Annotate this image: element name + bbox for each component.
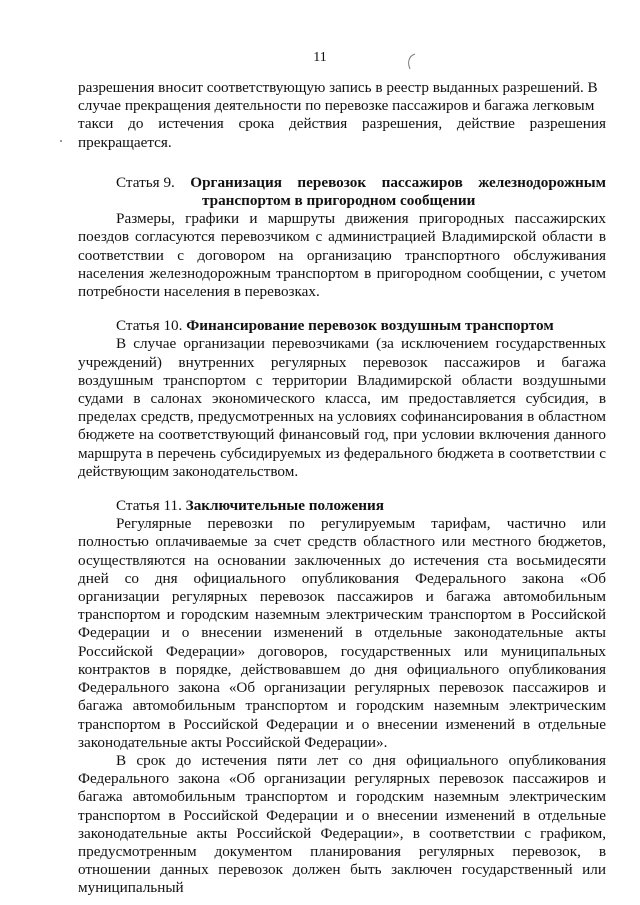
text-line: разрешения вносит соответствующую запись в реестр выданных разрешений. В xyxy=(78,79,598,96)
page-number: 11 xyxy=(313,50,327,65)
article-9-title-word: пассажиров xyxy=(381,173,463,191)
article-9-body: Размеры, графики и маршруты движения пригородных пассажирских поездов согласуются перевозчиком с администрацией Владимирской области в соответствии с договором на организацию транспортного обслуживания населения железнодорожным транспортом в пригородном сообщении, с учетом потребности населения в перевозках. xyxy=(78,210,606,301)
article-10-body: В случае организации перевозчиками (за исключением государственных учреждений) внутренних регулярных перевозок пассажиров и багажа воздушным транспортом с территории Владимирской области воздушными судами в салонах экономического класса, им предоставляется субсидия, в пределах средств, предусмотренных на условиях софинансирования в областном бюджете на соответствующий финансовый год, при условии включения данного маршрута в перечень субсидируемых из федерального бюджета в соответствии с действующим законодательством. xyxy=(78,335,606,480)
scan-speck xyxy=(60,140,62,142)
text-line-justified: такси до истечения срока действия разрешения, действие разрешения xyxy=(78,115,606,133)
text-line: случае прекращения деятельности по перевозке пассажиров и багажа легковым xyxy=(78,97,595,115)
article-9-title-word: перевозок xyxy=(297,173,367,191)
article-9-title-word: Организация xyxy=(190,173,282,191)
article-9-heading xyxy=(78,174,606,192)
handwritten-mark xyxy=(404,52,418,72)
article-11-label: Статья 11. xyxy=(116,497,182,515)
article-9-title-cont: транспортом в пригородном сообщении xyxy=(202,192,476,210)
article-11-body-1: Регулярные перевозки по регулируемым тарифам, частично или полностью оплачиваемые за счет средств областного или местного бюджетов, осуществляются на основании заключенных до истечения ста восьмидесяти дней со дня официального опубликования Федерального закона «Об организации регулярных перевозок пассажиров и багажа автомобильным транспортом и городским наземным электрическим транспортом в Российской Федерации и о внесении изменений в отдельные законодательные акты Российской Федерации» договоров, государственных или муниципальных контрактов в порядке, действовавшем до дня официального опубликования Федерального закона «Об организации регулярных перевозок пассажиров и багажа автомобильным транспортом и городским наземным электрическим транспортом в Российской Федерации и о внесении изменений в отдельные законодательные акты Российской Федерации». xyxy=(78,515,606,751)
article-11-heading xyxy=(78,497,606,515)
article-10-label: Статья 10. xyxy=(116,317,183,335)
article-11-body-2: В срок до истечения пяти лет со дня официального опубликования Федерального закона «Об организации регулярных перевозок пассажиров и багажа автомобильным транспортом и городским наземным электрическим транспортом в Российской Федерации и о внесении изменений в отдельные законодательные акты Российской Федерации», в соответствии с графиком, предусмотренным документом планирования регулярных перевозок, в отношении данных перевозок должен быть заключен государственный или муниципальный xyxy=(78,751,606,897)
text-line: прекращается. xyxy=(78,133,172,151)
document-body xyxy=(78,79,606,898)
article-11-title: Заключительные положения xyxy=(185,497,384,515)
article-9-label: Статья 9. xyxy=(116,173,175,191)
article-9-title-word: железнодорожным xyxy=(478,173,606,191)
continued-paragraph xyxy=(78,79,606,152)
article-10-heading xyxy=(78,317,606,335)
article-10-title: Финансирование перевозок воздушным транспортом xyxy=(186,317,554,335)
